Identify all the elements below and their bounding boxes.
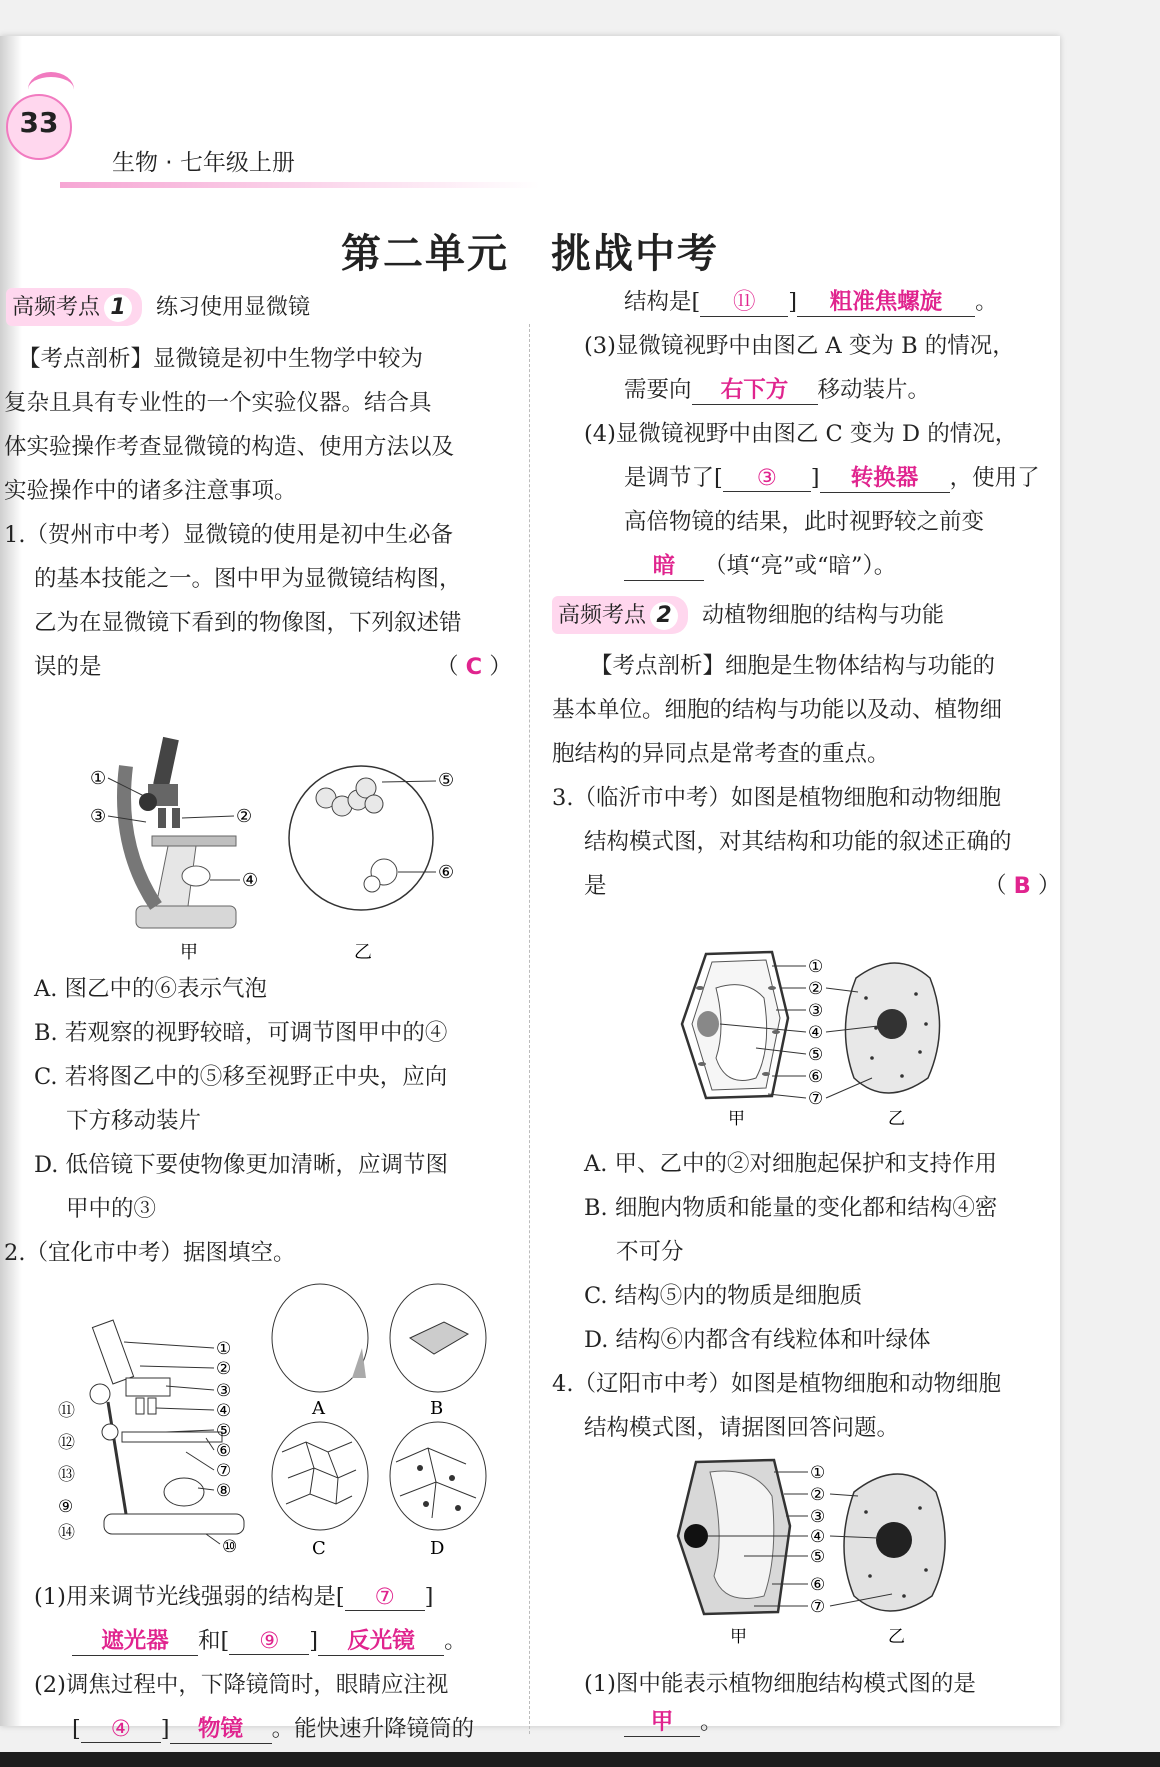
analysis-line: 【考点剖析】细胞是生物体结构与功能的 [590,653,996,679]
q2-part1: (1)用来调节光线强弱的结构是[ ⑦ ] [34,1584,434,1610]
label-2: ② [216,1359,232,1379]
q3-figure [676,948,956,1128]
label-13: ⑬ [58,1465,75,1485]
q2-stem: 2.（宜化市中考）据图填空。 [4,1240,296,1266]
q1-option-c: C. 若将图乙中的⑤移至视野正中央，应向 [34,1064,448,1090]
q2-part2-cont-text: 结构是[ [624,289,701,315]
q2-part4-line3: 高倍物镜的结果，此时视野较之前变 [624,509,985,535]
textbook-page [0,36,1061,1742]
label-4: ④ [808,1023,824,1043]
key-point-title: 动植物细胞的结构与功能 [702,603,945,628]
q2-figure [56,1282,496,1562]
key-point-tag-label: 高频考点 [12,295,101,320]
q2-p2-answer2: 物镜 [170,1711,272,1744]
q2-part4: (4)显微镜视野中由图乙 C 变为 D 的情况， [584,421,1018,447]
q4-stem-line: 4.（辽阳市中考）如图是植物细胞和动物细胞 [552,1371,1001,1397]
label-7: ⑦ [216,1461,232,1481]
q2-part2-cont2: 结构是[ ⑪ ] 粗准焦螺旋 。 [624,284,998,317]
label-10: ⑩ [222,1537,238,1557]
q2-part1-cont: 遮光器 和[ ⑨ ] 反光镜 。 [72,1623,467,1656]
label-4: ④ [242,870,259,891]
label-3: ③ [90,806,107,827]
q3-answer: B [1013,873,1031,899]
label-a: A [312,1398,325,1419]
label-12: ⑫ [58,1433,75,1453]
label-2: ② [808,979,824,999]
q2-p2-answer4: 粗准焦螺旋 [797,284,975,317]
label-yi: 乙 [888,1109,905,1129]
q2-part3-cont [624,372,930,405]
label-6: ⑥ [438,862,455,883]
q4-stem-line: 结构模式图，请据图回答问题。 [584,1415,900,1441]
q2-part2-cont: [ ④ ] 物镜 。能快速升降镜筒的 [72,1711,474,1744]
q4-p1-answer1: 甲 [624,1704,700,1737]
q1-option-a: A. 图乙中的⑥表示气泡 [34,976,268,1002]
q3-option-b-cont: 不可分 [616,1239,684,1265]
label-4: ④ [216,1401,232,1421]
label-1: ① [810,1463,826,1483]
q2-part4-post: ，使用了 [949,465,1040,491]
right-column [546,36,1061,1735]
q3-stem-line: 是 [584,873,607,899]
q4-figure [674,1456,964,1646]
label-8: ⑧ [216,1481,232,1501]
q2-part3-post: 移动装片。 [817,377,931,403]
view-c [272,1422,368,1530]
q3-option-d: D. 结构⑥内都含有线粒体和叶绿体 [584,1327,931,1353]
label-5: ⑤ [808,1045,824,1065]
q2-p4-answer2: 转换器 [820,460,950,493]
q4-part1-cont: 甲 。 [624,1704,723,1737]
label-11: ⑪ [58,1401,75,1421]
q2-part4-cont: 是调节了[ ③ ] 转换器 ，使用了 [624,460,1040,493]
label-1: ① [808,957,824,977]
q3-option-b: B. 细胞内物质和能量的变化都和结构④密 [584,1195,998,1221]
key-point-2 [552,596,944,634]
left-column [0,36,515,1742]
q1-answer-choice: （ C ） [436,654,512,680]
label-4: ④ [810,1527,826,1547]
q2-part2-tail: 。能快速升降镜筒的 [271,1716,475,1742]
label-3: ③ [808,1001,824,1021]
view-d [390,1422,486,1530]
analysis-line: 胞结构的异同点是常考查的重点。 [552,741,890,767]
q2-part4-line4 [624,548,896,581]
q2-p1-answer1: ⑦ [345,1584,425,1611]
q3-option-c: C. 结构⑤内的物质是细胞质 [584,1283,863,1309]
label-c: C [312,1538,326,1559]
q2-p1-answer4: 反光镜 [318,1623,444,1656]
label-7: ⑦ [808,1089,824,1109]
label-b: B [430,1398,444,1419]
q2-p1-answer2: 遮光器 [72,1623,198,1656]
label-d: D [430,1538,445,1559]
analysis-line: 基本单位。细胞的结构与功能以及动、植物细 [552,697,1003,723]
q1-option-c-cont: 下方移动装片 [66,1108,202,1134]
label-jia: 甲 [180,942,198,963]
microscope-illustration [124,737,236,928]
field-of-view-illustration [289,766,433,910]
q1-answer: C [465,654,483,680]
key-point-number: 2 [650,602,678,630]
key-point-tag [6,288,142,326]
q2-part1-text: (1)用来调节光线强弱的结构是[ [34,1584,345,1610]
view-b [390,1284,486,1392]
label-14: ⑭ [58,1523,75,1543]
q2-part1-and: 和[ [198,1628,230,1654]
analysis-line: 实验操作中的诸多注意事项。 [4,478,297,504]
q3-stem-line: 结构模式图，对其结构和功能的叙述正确的 [584,829,1012,855]
q2-p3-answer1: 右下方 [692,372,818,405]
q3-stem-line: 3.（临沂市中考）如图是植物细胞和动物细胞 [552,785,1001,811]
q1-figure [86,726,466,966]
analysis-line: 体实验操作考查显微镜的构造、使用方法以及 [4,434,455,460]
q2-part3-pre: 需要向 [624,377,692,403]
q1-option-d: D. 低倍镜下要使物像更加清晰，应调节图 [34,1152,449,1178]
label-5: ⑤ [216,1421,232,1441]
page-number: 33 [19,106,59,139]
analysis-line: 复杂且具有专业性的一个实验仪器。结合具 [4,390,432,416]
animal-cell-illustration [844,1474,945,1611]
label-6: ⑥ [810,1575,826,1595]
label-2: ② [236,806,253,827]
view-a [272,1284,368,1392]
q2-p2-answer1: ④ [81,1716,161,1743]
q1-option-b: B. 若观察的视野较暗，可调节图甲中的④ [34,1020,448,1046]
label-jia: 甲 [728,1109,745,1129]
q2-p1-answer3: ⑨ [229,1628,309,1655]
q4-part1: (1)图中能表示植物细胞结构模式图的是 [584,1671,976,1697]
q1-option-d-cont: 甲中的③ [66,1196,157,1222]
key-point-tag [552,596,688,634]
q3-answer-choice: （ B ） [984,873,1061,899]
key-point-1 [6,288,310,326]
label-jia: 甲 [730,1627,747,1647]
label-9: ⑨ [58,1497,74,1517]
label-3: ③ [216,1381,232,1401]
key-point-title: 练习使用显微镜 [156,295,311,320]
q2-p2-answer3: ⑪ [700,284,788,317]
q1-stem-line: 的基本技能之一。图中甲为显微镜结构图， [34,566,462,592]
label-5: ⑤ [810,1547,826,1567]
column-divider [529,324,530,1734]
label-yi: 乙 [888,1627,905,1647]
label-5: ⑤ [438,770,455,791]
label-yi: 乙 [354,942,372,963]
label-6: ⑥ [808,1067,824,1087]
bottom-bar [0,1752,1160,1767]
key-point-tag-label: 高频考点 [558,603,647,628]
label-1: ① [216,1339,232,1359]
q2-p4-answer1: ③ [723,465,811,492]
q3-option-a: A. 甲、乙中的②对细胞起保护和支持作用 [584,1151,998,1177]
q1-stem-line: 1.（贺州市中考）显微镜的使用是初中生必备 [4,522,453,548]
label-1: ① [90,768,107,789]
q2-part4-pre: 是调节了[ [624,465,723,491]
plant-cell-illustration [678,1460,790,1614]
q2-part4-post2: （填“亮”或“暗”）。 [704,553,897,579]
q2-part2: (2)调焦过程中，下降镜筒时，眼睛应注视 [34,1672,449,1698]
label-3: ③ [810,1507,826,1527]
unit-title: 第二单元 挑战中考 [341,230,719,277]
label-2: ② [810,1485,826,1505]
q2-p4-answer3: 暗 [624,548,704,581]
label-7: ⑦ [810,1597,826,1617]
q1-stem-line: 误的是 [34,654,102,680]
key-point-number: 1 [104,294,132,322]
analysis-line: 【考点剖析】显微镜是初中生物学中较为 [18,346,424,372]
book-title: 生物 · 七年级上册 [112,150,295,176]
label-6: ⑥ [216,1441,232,1461]
q2-part3: (3)显微镜视野中由图乙 A 变为 B 的情况， [584,333,1015,359]
q1-stem-line: 乙为在显微镜下看到的物像图，下列叙述错 [34,610,462,636]
